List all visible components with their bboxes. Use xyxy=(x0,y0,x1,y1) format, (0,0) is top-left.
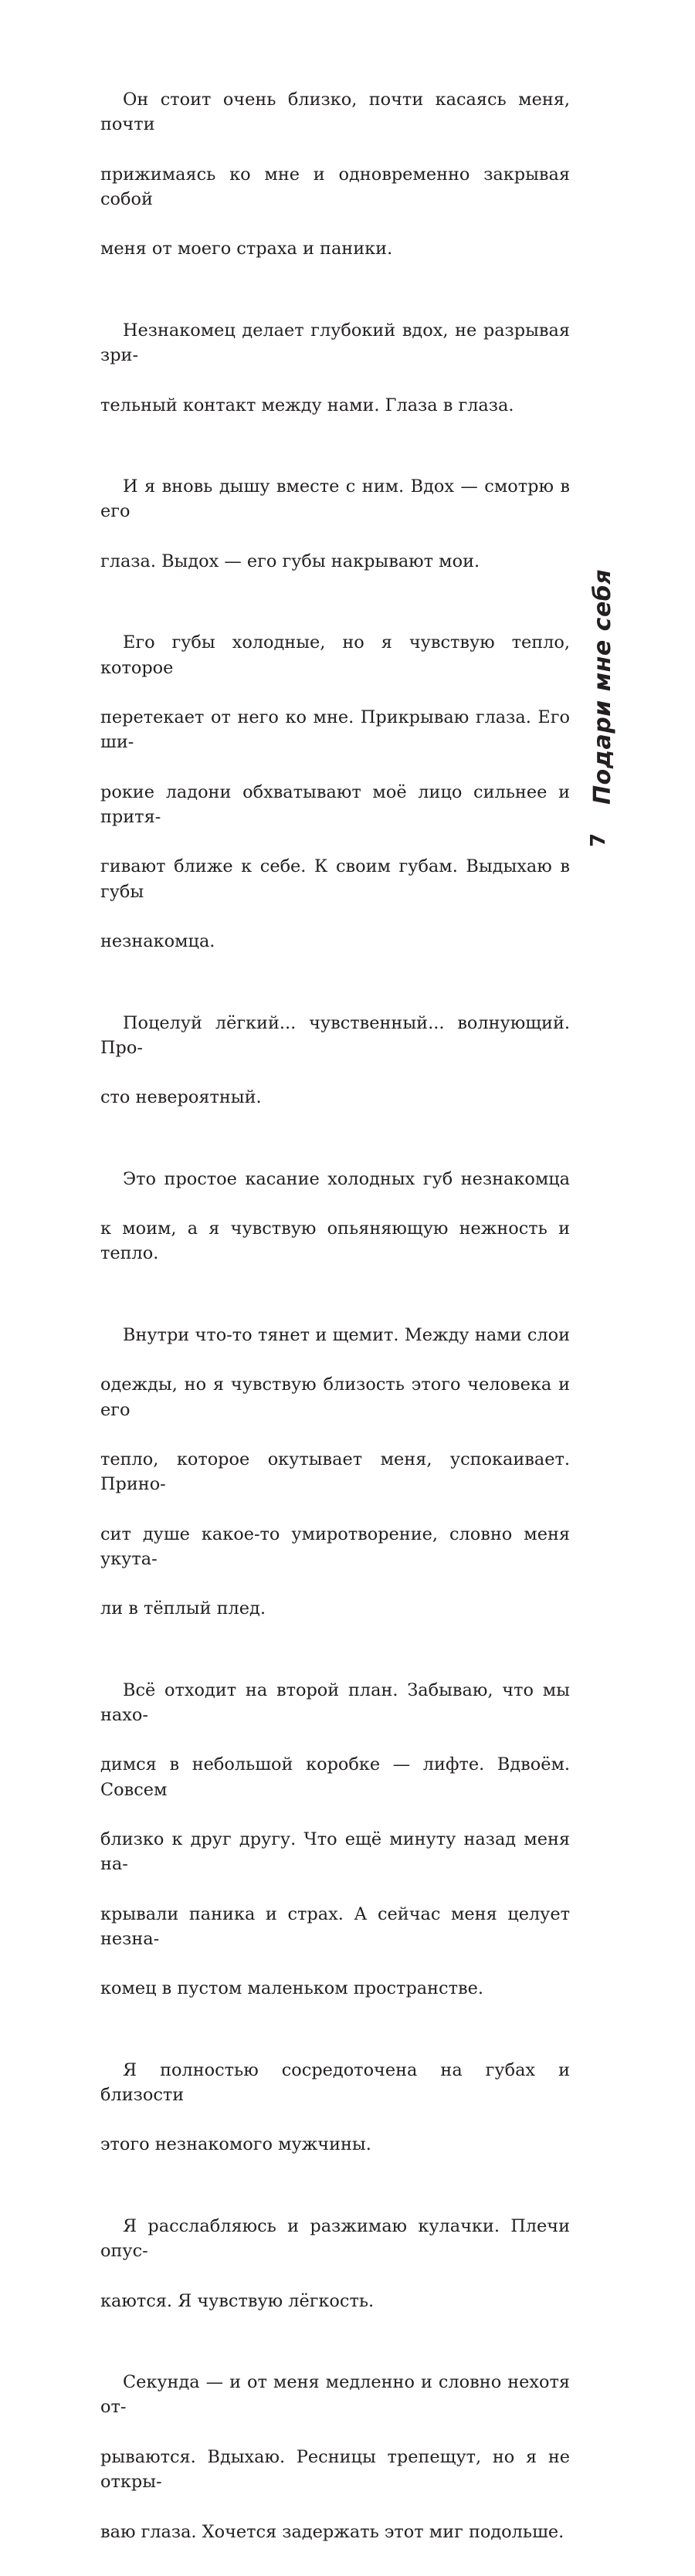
text-line: глаза. Выдох — его губы накрывают мои. xyxy=(100,551,480,571)
paragraph xyxy=(100,605,570,978)
text-line: этого незнакомого мужчины. xyxy=(100,2134,371,2155)
paragraph xyxy=(100,449,570,598)
paragraph xyxy=(100,2189,570,2338)
paragraph xyxy=(100,293,570,442)
text-line: незнакомца. xyxy=(100,930,215,951)
text-line: димся в небольшой коробке — лифте. Вдвоём. Совсем xyxy=(100,1754,570,1800)
text-line: крывали паника и страх. А сейчас меня целует незна- xyxy=(100,1903,570,1949)
text-line: Я расслабляюсь и разжимаю кулачки. Плечи опус- xyxy=(100,2216,570,2262)
text-line: Я полностью сосредоточена на губах и близости xyxy=(100,2059,570,2106)
text-line: Он стоит очень близко, почти касаясь меня, почти xyxy=(100,90,570,135)
text-line: Внутри что-то тянет и щемит. Между нами слои xyxy=(123,1324,570,1345)
text-line: И я вновь дышу вместе с ним. Вдох — смотрю в его xyxy=(100,476,570,522)
text-line: прижимаясь ко мне и одновременно закрывая собой xyxy=(100,164,570,210)
page-number: 7 xyxy=(587,832,611,848)
text-line: гивают ближе к себе. К своим губам. Выдыхаю в губы xyxy=(100,856,570,902)
text-line: ли в тёплый плед. xyxy=(100,1598,266,1619)
paragraph xyxy=(100,2033,570,2182)
text-line: тепло, которое окутывает меня, успокаивает. Прино- xyxy=(100,1449,570,1495)
text-line: Поцелуй лёгкий... чувственный... волнующий. Про- xyxy=(100,1012,570,1058)
text-line: к моим, а я чувствую опьяняющую нежность и тепло. xyxy=(100,1219,570,1264)
text-line: перетекает от него ко мне. Прикрываю глаза. Его ши- xyxy=(100,707,570,753)
text-line: рокие ладони обхватывают моё лицо сильнее и притя- xyxy=(100,781,570,827)
text-line: меня от моего страха и паники. xyxy=(100,239,393,259)
text-line: Это простое касание холодных губ незнакомца xyxy=(123,1168,570,1189)
text-line: ваю глаза. Хочется задержать этот миг подольше. xyxy=(100,2521,564,2542)
text-line: одежды, но я чувствую близость этого человека и его xyxy=(100,1374,570,1420)
text-line: сто невероятный. xyxy=(100,1087,262,1108)
text-line: Всё отходит на второй план. Забываю, что мы нахо- xyxy=(100,1679,570,1725)
text-line: Секунда — и от меня медленно и словно нехотя от- xyxy=(100,2372,570,2418)
text-line: сит душе какое-то умиротворение, словно меня укута- xyxy=(100,1524,570,1569)
text-line: Незнакомец делает глубокий вдох, не разрывая зри- xyxy=(100,320,570,366)
text-line: тельный контакт между нами. Глаза в глаза. xyxy=(100,395,514,415)
text-line: комец в пустом маленьком пространстве. xyxy=(100,1978,483,1999)
paragraph xyxy=(100,1653,570,2026)
paragraph xyxy=(100,63,570,286)
text-line: близко к друг другу. Что ещё минуту назад меня на- xyxy=(100,1829,570,1875)
body-text xyxy=(100,63,570,2576)
text-line: рываются. Вдыхаю. Ресницы трепещут, но я не откры- xyxy=(100,2446,570,2493)
paragraph xyxy=(100,2345,570,2569)
paragraph xyxy=(100,1298,570,1646)
running-title: Подари мне себя xyxy=(589,568,616,805)
text-line: каются. Я чувствую лёгкость. xyxy=(100,2290,375,2311)
text-line: Его губы холодные, но я чувствую тепло, которое xyxy=(100,632,570,678)
paragraph xyxy=(100,985,570,1134)
paragraph xyxy=(100,1142,570,1291)
